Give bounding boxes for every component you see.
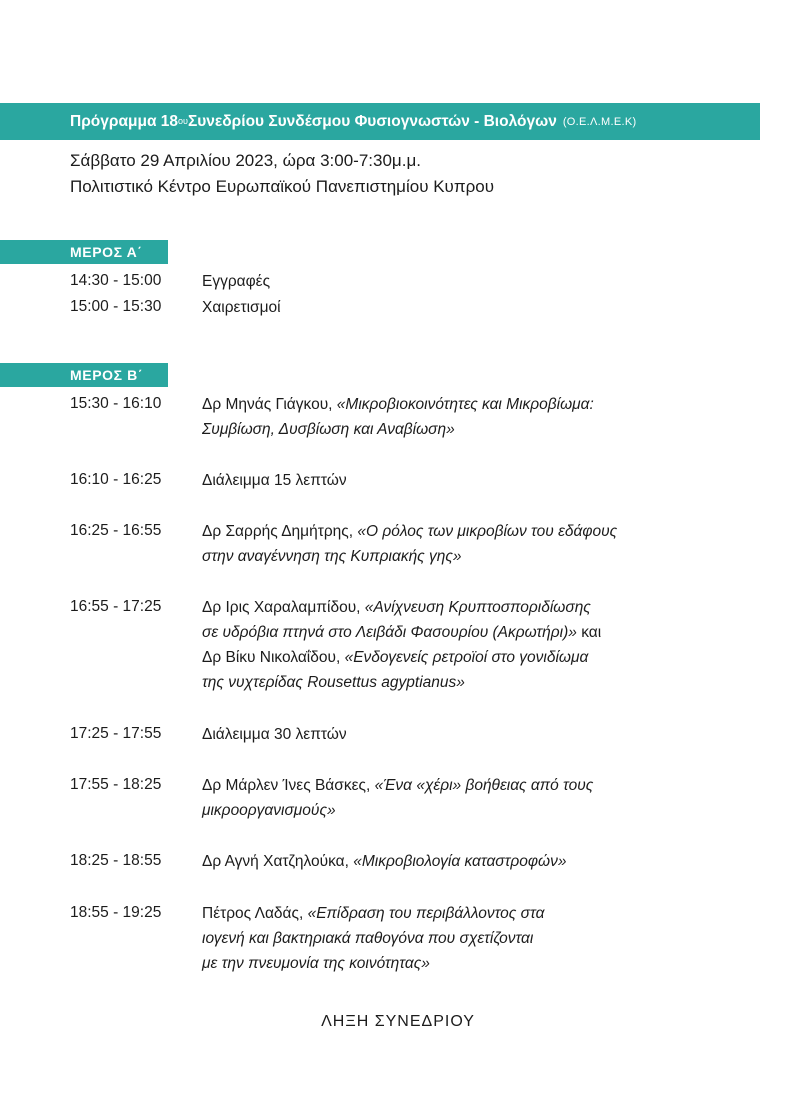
part-a-desc-2: Χαιρετισμοί: [202, 299, 281, 316]
part-a-label: ΜΕΡΟΣ Α΄: [0, 240, 168, 264]
speaker: Δρ Μάρλεν Ίνες Βάσκες,: [202, 777, 375, 794]
part-b-time-2: 16:10 - 16:25: [70, 471, 162, 488]
talk-title: μικροοργανισμούς»: [202, 802, 336, 819]
conference-end-label: ΛΗΞΗ ΣΥΝΕΔΡΙΟΥ: [321, 1013, 475, 1030]
part-b-entry-6: [202, 773, 593, 823]
talk-title: σε υδρόβια πτηνά στο Λειβάδι Φασουρίου (Ακρωτήρι)»: [202, 624, 577, 641]
talk-title: «Ένα «χέρι» βοήθειας από τους: [374, 777, 594, 794]
part-b-break-1: Διάλειμμα 15 λεπτών: [202, 472, 347, 489]
talk-title: «Ενδογενείς ρετροϊοί στο γονιδίωμα: [344, 649, 589, 666]
talk-title: Συμβίωση, Δυσβίωση και Αναβίωση»: [202, 421, 455, 438]
program-title-superscript: ου: [178, 115, 188, 126]
speaker: Δρ Βίκυ Νικολαΐδου,: [202, 649, 345, 666]
part-b-time-5: 17:25 - 17:55: [70, 725, 162, 742]
speaker: Δρ Αγνή Χατζηλούκα,: [202, 853, 354, 870]
part-b-break-2: Διάλειμμα 30 λεπτών: [202, 726, 347, 743]
conjunction: και: [576, 624, 602, 641]
part-a-desc-1: Εγγραφές: [202, 273, 271, 290]
part-a-time-2: 15:00 - 15:30: [70, 298, 162, 315]
talk-title: «Ο ρόλος των μικροβίων του εδάφους: [357, 523, 618, 540]
part-b-time-1: 15:30 - 16:10: [70, 395, 162, 412]
talk-title: στην αναγέννηση της Κυπριακής γης»: [202, 548, 462, 565]
part-b-entry-3: [202, 519, 617, 569]
part-b-entry-8: [202, 901, 544, 976]
part-b-time-3: 16:25 - 16:55: [70, 522, 162, 539]
part-b-label: ΜΕΡΟΣ Β΄: [0, 363, 168, 387]
talk-title: «Μικροβιοκοινότητες και Μικροβίωμα:: [336, 396, 594, 413]
speaker: Δρ Σαρρής Δημήτρης,: [202, 523, 358, 540]
speaker: Δρ Ιρις Χαραλαμπίδου,: [202, 599, 365, 616]
talk-title: ιογενή και βακτηριακά παθογόνα που σχετίζονται: [202, 930, 534, 947]
talk-title: της νυχτερίδας Rousettus agyptianus»: [202, 674, 465, 691]
talk-title: «Επίδραση του περιβάλλοντος στα: [307, 905, 545, 922]
program-title-banner: [0, 103, 760, 140]
part-b-time-8: 18:55 - 19:25: [70, 904, 162, 921]
talk-title: «Ανίχνευση Κρυπτοσποριδίωσης: [364, 599, 591, 616]
program-org: (Ο.Ε.Λ.Μ.Ε.Κ): [562, 115, 637, 128]
part-b-time-6: 17:55 - 18:25: [70, 776, 162, 793]
part-b-time-7: 18:25 - 18:55: [70, 852, 162, 869]
venue-line: Πολιτιστικό Κέντρο Ευρωπαϊκού Πανεπιστημίου Κυπρου: [70, 177, 494, 196]
program-title-rest: Συνεδρίου Συνδέσμου Φυσιογνωστών - Βιολόγων: [187, 112, 557, 130]
talk-title: «Μικροβιολογία καταστροφών»: [353, 853, 567, 870]
speaker: Δρ Μηνάς Γιάγκου,: [202, 396, 337, 413]
date-line: Σάββατο 29 Απριλίου 2023, ώρα 3:00-7:30μ.μ.: [70, 151, 421, 170]
program-title: Πρόγραμμα 18: [70, 112, 179, 130]
part-b-entry-7: [202, 849, 566, 874]
part-b-entry-4: [202, 595, 601, 695]
part-a-time-1: 14:30 - 15:00: [70, 272, 162, 289]
part-b-entry-1: [202, 392, 594, 442]
talk-title: με την πνευμονία της κοινότητας»: [202, 955, 430, 972]
part-b-time-4: 16:55 - 17:25: [70, 598, 162, 615]
speaker: Πέτρος Λαδάς,: [202, 905, 308, 922]
